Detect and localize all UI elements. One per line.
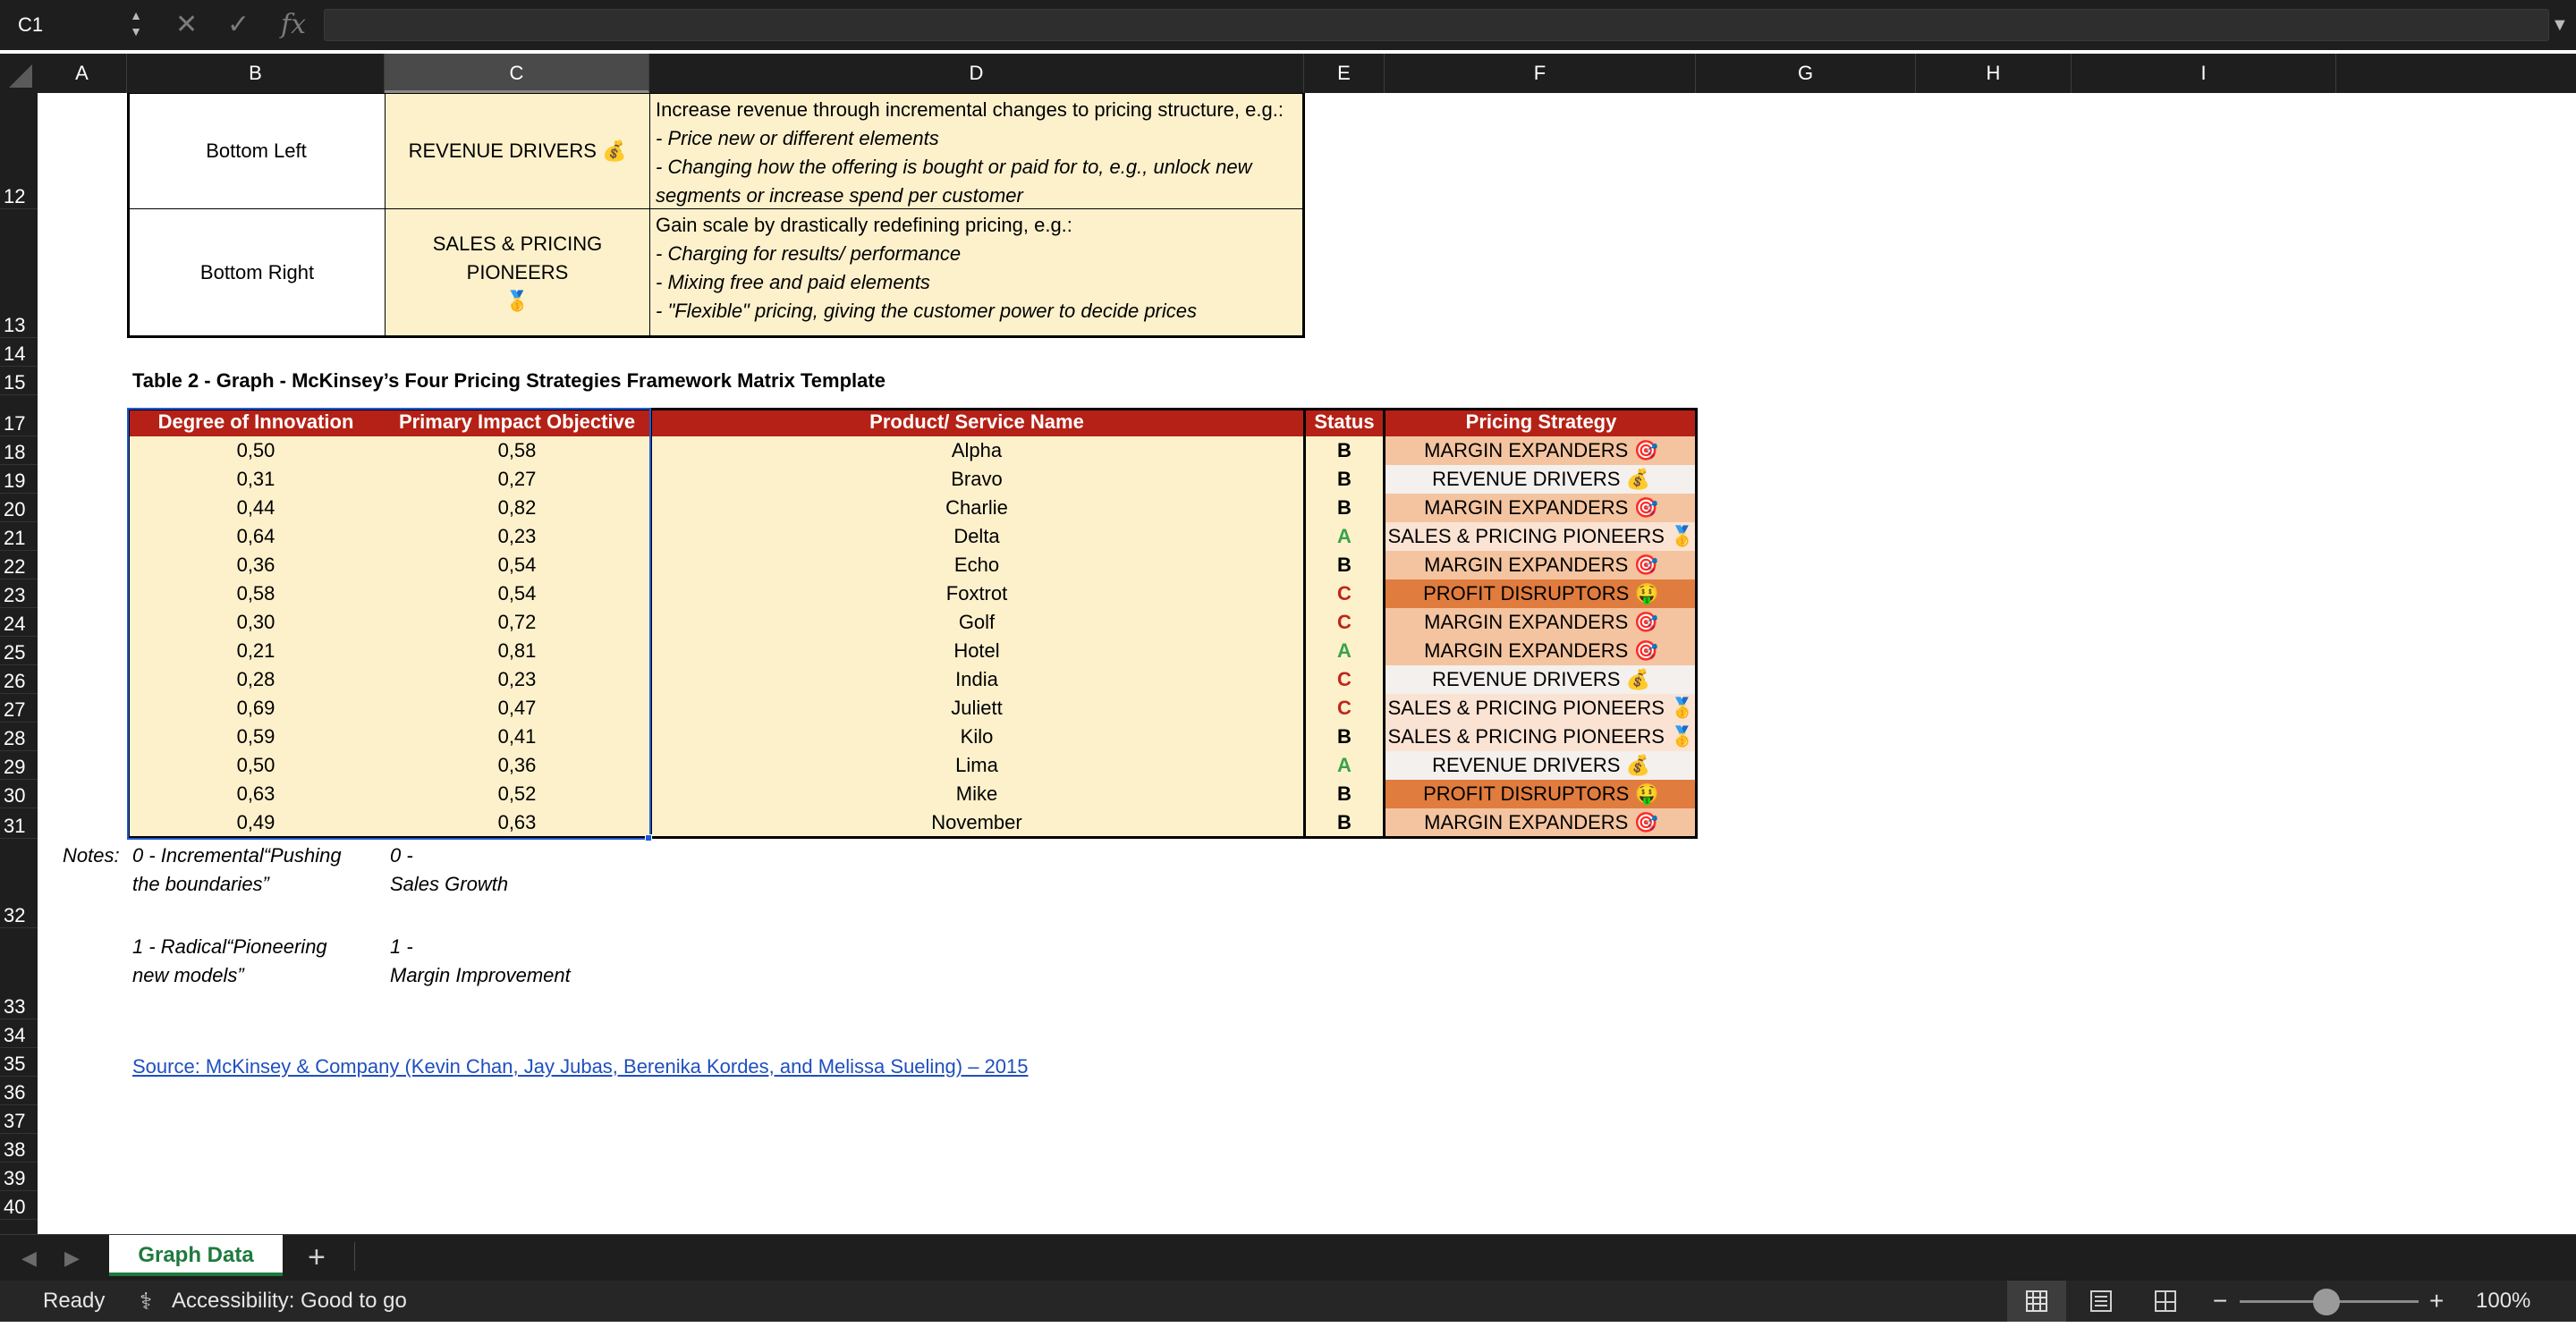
degree-of-innovation-cell[interactable]: 0,21 xyxy=(127,637,385,665)
row-header[interactable]: 37 xyxy=(0,1105,38,1134)
status-cell[interactable]: B xyxy=(1304,465,1385,494)
pricing-strategy-cell[interactable]: SALES & PRICING PIONEERS 🥇 xyxy=(1385,522,1698,551)
row-header[interactable]: 29 xyxy=(0,751,38,780)
t1-revenue-drivers-cell xyxy=(385,93,650,209)
row-header[interactable]: 34 xyxy=(0,1019,38,1048)
table-row xyxy=(127,665,1698,694)
sheet-tab-graph-data[interactable]: Graph Data xyxy=(109,1235,283,1276)
product-name-cell[interactable]: Bravo xyxy=(649,465,1304,494)
row-header[interactable]: 28 xyxy=(0,723,38,751)
product-name-cell[interactable]: Mike xyxy=(649,780,1304,808)
header-primary-impact-objective[interactable]: Primary Impact Objective xyxy=(385,408,649,436)
pricing-strategy-cell[interactable]: REVENUE DRIVERS 💰 xyxy=(1385,665,1698,694)
status-cell[interactable]: C xyxy=(1304,608,1385,637)
t1-revenue-drivers-text: REVENUE DRIVERS 💰 xyxy=(408,140,627,162)
accessibility-icon: ⚕ xyxy=(140,1288,153,1315)
table-row xyxy=(127,579,1698,608)
pricing-strategy-cell[interactable]: MARGIN EXPANDERS 🎯 xyxy=(1385,551,1698,579)
column-header-d[interactable]: D xyxy=(649,54,1304,93)
row-header[interactable]: 30 xyxy=(0,780,38,808)
degree-of-innovation-cell[interactable]: 0,31 xyxy=(127,465,385,494)
column-header-f[interactable]: F xyxy=(1385,54,1696,93)
page-layout-view-button[interactable] xyxy=(2072,1281,2131,1322)
page-break-view-button[interactable] xyxy=(2136,1281,2195,1322)
status-cell[interactable]: B xyxy=(1304,808,1385,837)
header-status[interactable]: Status xyxy=(1304,408,1385,436)
t1-bl-bullet: segments or increase spend per customer xyxy=(656,184,1023,207)
zoom-in-icon[interactable]: + xyxy=(2429,1287,2445,1315)
select-all-button[interactable] xyxy=(0,54,38,93)
note-margin-line1: 1 - xyxy=(390,935,413,958)
pricing-strategy-cell[interactable]: REVENUE DRIVERS 💰 xyxy=(1385,751,1698,780)
row-header[interactable]: 36 xyxy=(0,1077,38,1105)
primary-impact-cell[interactable]: 0,41 xyxy=(385,723,649,751)
name-box[interactable]: C1 xyxy=(0,7,150,43)
note-incremental-line2: the boundaries” xyxy=(132,873,269,895)
row-header[interactable]: 23 xyxy=(0,579,38,608)
table-row xyxy=(127,465,1698,494)
pricing-strategy-cell[interactable]: PROFIT DISRUPTORS 🤑 xyxy=(1385,780,1698,808)
grid-view-icon xyxy=(2007,1281,2066,1322)
chevron-down-icon[interactable]: ▼ xyxy=(2551,15,2569,35)
source-link[interactable]: Source: McKinsey & Company (Kevin Chan, Jay Jubas, Berenika Kordes, and Melissa Sueling) – 2015 xyxy=(132,1055,1029,1078)
degree-of-innovation-cell[interactable]: 0,59 xyxy=(127,723,385,751)
primary-impact-cell[interactable]: 0,54 xyxy=(385,551,649,579)
t1-bottom-left-label xyxy=(127,93,386,209)
note-radical-line2: new models” xyxy=(132,964,244,986)
primary-impact-cell[interactable]: 0,72 xyxy=(385,608,649,637)
status-ready: Ready xyxy=(43,1289,106,1313)
product-name-cell[interactable]: Charlie xyxy=(649,494,1304,522)
t1-sales-pioneers-cell xyxy=(385,208,650,338)
status-bar xyxy=(0,1281,2576,1322)
product-name-cell[interactable]: November xyxy=(649,808,1304,837)
row-header[interactable]: 21 xyxy=(0,522,38,551)
row-header[interactable]: 27 xyxy=(0,694,38,723)
primary-impact-cell[interactable]: 0,54 xyxy=(385,579,649,608)
table-header-row xyxy=(127,408,1698,436)
degree-of-innovation-cell[interactable]: 0,49 xyxy=(127,808,385,837)
status-cell[interactable]: B xyxy=(1304,723,1385,751)
table2-divider xyxy=(1303,408,1306,839)
degree-of-innovation-cell[interactable]: 0,28 xyxy=(127,665,385,694)
column-header-e[interactable]: E xyxy=(1304,54,1385,93)
column-header-h[interactable]: H xyxy=(1916,54,2072,93)
product-name-cell[interactable]: India xyxy=(649,665,1304,694)
name-box-stepper[interactable]: ▲ ▼ xyxy=(130,8,142,38)
row-header[interactable]: 12 xyxy=(0,93,38,209)
t1-br-bullet: - Mixing free and paid elements xyxy=(656,271,930,293)
row-header[interactable]: 25 xyxy=(0,637,38,665)
pricing-strategy-cell[interactable]: SALES & PRICING PIONEERS 🥇 xyxy=(1385,723,1698,751)
table-row xyxy=(127,494,1698,522)
table-row xyxy=(127,608,1698,637)
note-radical-line1: 1 - Radical“Pioneering xyxy=(132,935,327,958)
degree-of-innovation-cell[interactable]: 0,36 xyxy=(127,551,385,579)
status-cell[interactable]: B xyxy=(1304,551,1385,579)
degree-of-innovation-cell[interactable]: 0,69 xyxy=(127,694,385,723)
row-header[interactable]: 39 xyxy=(0,1163,38,1191)
table2-divider xyxy=(649,408,652,839)
row-header[interactable]: 13 xyxy=(0,209,38,338)
column-header-empty xyxy=(2336,54,2576,93)
header-product-service-name[interactable]: Product/ Service Name xyxy=(649,408,1304,436)
product-name-cell[interactable]: Juliett xyxy=(649,694,1304,723)
row-header[interactable]: 40 xyxy=(0,1191,38,1220)
header-degree-of-innovation[interactable]: Degree of Innovation xyxy=(127,408,385,436)
row-header[interactable]: 38 xyxy=(0,1134,38,1163)
pricing-strategy-cell[interactable]: MARGIN EXPANDERS 🎯 xyxy=(1385,494,1698,522)
row-header[interactable]: 33 xyxy=(0,928,38,1019)
primary-impact-cell[interactable]: 0,23 xyxy=(385,522,649,551)
column-header-a[interactable]: A xyxy=(38,54,127,93)
t1-bl-bullet: - Changing how the offering is bought or paid for to, e.g., unlock new xyxy=(656,156,1252,178)
row-header[interactable]: 18 xyxy=(0,436,38,465)
row-header[interactable]: 20 xyxy=(0,494,38,522)
t1-right-border xyxy=(1302,93,1305,338)
row-header[interactable]: 26 xyxy=(0,665,38,694)
column-header-row xyxy=(0,54,2576,93)
product-name-cell[interactable]: Echo xyxy=(649,551,1304,579)
next-sheet-icon[interactable]: ▶ xyxy=(64,1247,80,1269)
table-row xyxy=(127,694,1698,723)
t1-bottom-right-description xyxy=(649,208,1305,338)
status-cell[interactable]: C xyxy=(1304,665,1385,694)
header-pricing-strategy[interactable]: Pricing Strategy xyxy=(1385,408,1698,436)
product-name-cell[interactable]: Lima xyxy=(649,751,1304,780)
row-header[interactable]: 17 xyxy=(0,408,38,436)
medal-icon: 🥇 xyxy=(504,289,530,312)
insert-function-fx-icon[interactable]: fx xyxy=(281,9,307,40)
product-name-cell[interactable]: Golf xyxy=(649,608,1304,637)
cancel-x-icon[interactable]: ✕ xyxy=(175,10,199,39)
t1-sales-pioneers-text: SALES & PRICING PIONEERS xyxy=(432,232,603,283)
formula-input[interactable] xyxy=(324,9,2549,41)
product-name-cell[interactable]: Kilo xyxy=(649,723,1304,751)
primary-impact-cell[interactable]: 0,23 xyxy=(385,665,649,694)
t1-left-border xyxy=(127,93,130,338)
status-cell[interactable]: B xyxy=(1304,494,1385,522)
add-sheet-icon[interactable]: + xyxy=(308,1240,326,1274)
row-header[interactable]: 32 xyxy=(0,839,38,928)
table2-divider xyxy=(1383,408,1385,839)
notes-label: Notes: xyxy=(63,844,120,867)
t1-br-bullet: - Charging for results/ performance xyxy=(656,242,962,265)
row-header[interactable]: 19 xyxy=(0,465,38,494)
degree-of-innovation-cell[interactable]: 0,44 xyxy=(127,494,385,522)
primary-impact-cell[interactable]: 0,36 xyxy=(385,751,649,780)
degree-of-innovation-cell[interactable]: 0,63 xyxy=(127,780,385,808)
table-row xyxy=(127,780,1698,808)
table-row xyxy=(127,723,1698,751)
zoom-slider-thumb[interactable] xyxy=(2313,1289,2340,1315)
table-row xyxy=(127,551,1698,579)
primary-impact-cell[interactable]: 0,52 xyxy=(385,780,649,808)
table-row xyxy=(127,751,1698,780)
degree-of-innovation-cell[interactable]: 0,58 xyxy=(127,579,385,608)
t1-bottom-left-description xyxy=(649,93,1305,209)
page-break-icon xyxy=(2136,1281,2195,1322)
row-header[interactable]: 24 xyxy=(0,608,38,637)
note-margin-line2: Margin Improvement xyxy=(390,964,571,986)
row-header[interactable]: 35 xyxy=(0,1048,38,1077)
t1-bottom-right-label xyxy=(127,208,386,338)
fill-handle[interactable] xyxy=(645,834,652,841)
previous-sheet-icon[interactable]: ◀ xyxy=(21,1247,37,1269)
row-header[interactable]: 15 xyxy=(0,367,38,395)
product-name-cell[interactable]: Alpha xyxy=(649,436,1304,465)
status-cell[interactable]: B xyxy=(1304,780,1385,808)
pricing-strategy-cell[interactable]: SALES & PRICING PIONEERS 🥇 xyxy=(1385,694,1698,723)
status-cell[interactable]: C xyxy=(1304,579,1385,608)
column-header-i[interactable]: I xyxy=(2072,54,2336,93)
pricing-strategy-cell[interactable]: MARGIN EXPANDERS 🎯 xyxy=(1385,436,1698,465)
degree-of-innovation-cell[interactable]: 0,30 xyxy=(127,608,385,637)
pricing-strategy-cell[interactable]: MARGIN EXPANDERS 🎯 xyxy=(1385,637,1698,665)
pricing-strategy-cell[interactable]: REVENUE DRIVERS 💰 xyxy=(1385,465,1698,494)
t1-br-intro: Gain scale by drastically redefining pricing, e.g.: xyxy=(656,214,1072,236)
table-row xyxy=(127,522,1698,551)
primary-impact-cell[interactable]: 0,47 xyxy=(385,694,649,723)
note-incremental-line1: 0 - Incremental“Pushing xyxy=(132,844,342,867)
pricing-strategy-cell[interactable]: MARGIN EXPANDERS 🎯 xyxy=(1385,808,1698,837)
note-sales-growth-line2: Sales Growth xyxy=(390,873,509,895)
degree-of-innovation-cell[interactable]: 0,64 xyxy=(127,522,385,551)
confirm-check-icon[interactable]: ✓ xyxy=(227,10,250,39)
normal-view-button[interactable] xyxy=(2007,1281,2066,1322)
pricing-strategy-cell[interactable]: MARGIN EXPANDERS 🎯 xyxy=(1385,608,1698,637)
zoom-out-icon[interactable]: − xyxy=(2213,1287,2228,1315)
note-sales-growth-line1: 0 - xyxy=(390,844,413,867)
tab-separator xyxy=(354,1242,355,1271)
row-header[interactable]: 31 xyxy=(0,808,38,839)
table2-title: Table 2 - Graph - McKinsey’s Four Pricing Strategies Framework Matrix Template xyxy=(132,369,886,392)
t1-bottom-left-label-text: Bottom Left xyxy=(206,140,307,162)
accessibility-status[interactable]: Accessibility: Good to go xyxy=(172,1289,407,1313)
t1-br-bullet: - "Flexible" pricing, giving the customer power to decide prices xyxy=(656,300,1197,322)
status-cell[interactable]: B xyxy=(1304,436,1385,465)
pricing-strategy-cell[interactable]: PROFIT DISRUPTORS 🤑 xyxy=(1385,579,1698,608)
status-cell[interactable]: C xyxy=(1304,694,1385,723)
primary-impact-cell[interactable]: 0,58 xyxy=(385,436,649,465)
row-header[interactable]: 22 xyxy=(0,551,38,579)
primary-impact-cell[interactable]: 0,81 xyxy=(385,637,649,665)
zoom-level[interactable]: 100% xyxy=(2476,1289,2531,1313)
t1-bottom-right-label-text: Bottom Right xyxy=(199,260,315,283)
page-layout-icon xyxy=(2072,1281,2131,1322)
primary-impact-cell[interactable]: 0,27 xyxy=(385,465,649,494)
degree-of-innovation-cell[interactable]: 0,50 xyxy=(127,436,385,465)
column-header-c[interactable]: C xyxy=(385,54,649,93)
row-header[interactable]: 14 xyxy=(0,338,38,367)
status-cell[interactable]: A xyxy=(1304,637,1385,665)
table-row xyxy=(127,637,1698,665)
product-name-cell[interactable]: Hotel xyxy=(649,637,1304,665)
status-cell[interactable]: A xyxy=(1304,522,1385,551)
t1-bl-intro: Increase revenue through incremental changes to pricing structure, e.g.: xyxy=(656,98,1284,121)
table-row xyxy=(127,436,1698,465)
primary-impact-cell[interactable]: 0,63 xyxy=(385,808,649,837)
status-cell[interactable]: A xyxy=(1304,751,1385,780)
formula-bar xyxy=(0,0,2576,50)
degree-of-innovation-cell[interactable]: 0,50 xyxy=(127,751,385,780)
product-name-cell[interactable]: Delta xyxy=(649,522,1304,551)
column-header-g[interactable]: G xyxy=(1696,54,1916,93)
primary-impact-cell[interactable]: 0,82 xyxy=(385,494,649,522)
t1-bl-bullet: - Price new or different elements xyxy=(656,127,939,149)
table-row xyxy=(127,808,1698,837)
column-header-b[interactable]: B xyxy=(127,54,385,93)
product-name-cell[interactable]: Foxtrot xyxy=(649,579,1304,608)
sheet-tabs-bar xyxy=(0,1234,2576,1281)
